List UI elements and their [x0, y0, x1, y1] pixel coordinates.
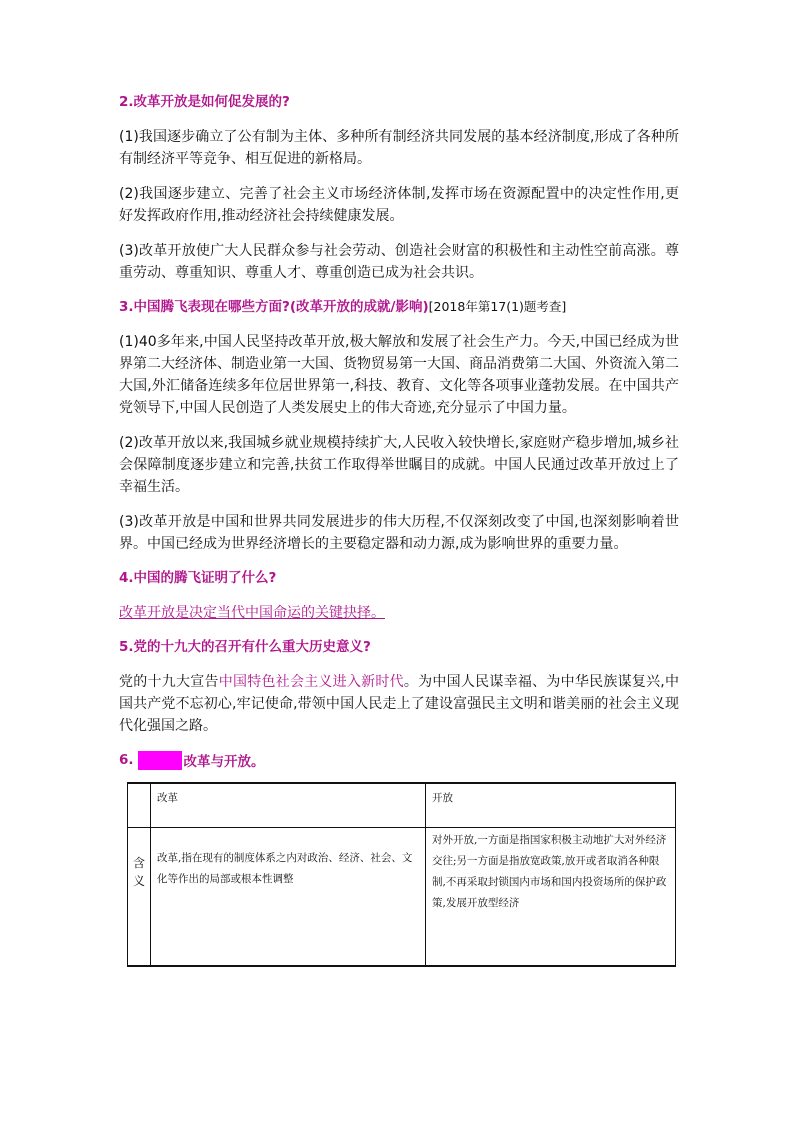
table-header-opening: 开放: [426, 783, 676, 828]
answer-3-1: (1)40多年来,中国人民坚持改革开放,极大解放和发展了社会生产力。今天,中国已经成为世界第二大经济体、制造业第一大国、货物贸易第一大国、商品消费第二大国、外资流入第二大国,外汇储备连续多年位居世界第一,科技、教育、文化等各项事业蓬勃发展。在中国共产党领导下,中国人民创造了人类发展史上的伟大奇迹,充分显示了中国力量。: [119, 334, 679, 416]
question-3-text: 3.中国腾飞表现在哪些方面?(改革开放的成就/影响): [119, 299, 429, 315]
answer-3-3: (3)改革开放是中国和世界共同发展进步的伟大历程,不仅深刻改变了中国,也深刻影响着世界。中国已经成为世界经济增长的主要稳定器和动力源,成为影响世界的重要力量。: [119, 514, 679, 552]
answer-5-highlight: 中国特色社会主义进入新时代: [218, 674, 404, 690]
answer-2-3: (3)改革开放使广大人民群众参与社会劳动、创造社会财富的积极性和主动性空前高涨。尊重劳动、尊重知识、尊重人才、尊重创造已成为社会共识。: [119, 243, 679, 281]
question-3-title: [119, 297, 679, 317]
table-header-empty: [128, 783, 151, 828]
question-2-title: 2.改革开放是如何促发展的?: [119, 94, 290, 110]
answer-5: [119, 671, 679, 737]
fill-in-blank: [138, 751, 182, 770]
table-cell-opening: 对外开放,一方面是指国家积极主动地扩大对外经济交往;另一方面是指放宽政策,放开或者取消各种限制,不再采取封锁国内市场和国内投资场所的保护政策,发展开放型经济: [426, 828, 676, 967]
answer-2-1: (1)我国逐步确立了公有制为主体、多种所有制经济共同发展的基本经济制度,形成了各种所有制经济平等竞争、相互促进的新格局。: [119, 129, 679, 167]
table-header-reform: 改革: [151, 783, 426, 828]
reform-opening-table: [127, 782, 676, 967]
table-row: [128, 828, 676, 967]
document-body: [119, 92, 679, 967]
answer-5-after: 。为中国人民谋幸福、为中华民族谋复兴,中国共产党不忘初心,牢记使命,带领中国人民走上了建设富强民主文明和谐美丽的社会主义现代化强国之路。: [119, 674, 680, 734]
table-header-row: [128, 783, 676, 828]
answer-3-2: (2)改革开放以来,我国城乡就业规模持续扩大,人民收入较快增长,家庭财产稳步增加,城乡社会保障制度逐步建立和完善,扶贫工作取得举世瞩目的成就。中国人民通过改革开放过上了幸福生活。: [119, 435, 679, 495]
answer-4-text: 改革开放是决定当代中国命运的关键抉择。: [119, 605, 385, 621]
exam-reference: [2018年第17(1)题考查]: [428, 299, 567, 314]
table-cell-reform: 改革,指在现有的制度体系之内对政治、经济、社会、文化等作出的局部或根本性调整: [151, 828, 426, 967]
answer-5-before: 党的十九大宣告: [119, 674, 219, 690]
answer-2-2: (2)我国逐步建立、完善了社会主义市场经济体制,发挥市场在资源配置中的决定性作用,更好发挥政府作用,推动经济社会持续健康发展。: [119, 186, 679, 224]
section-6-number: 6.: [119, 752, 134, 768]
table-row-label: 含义: [128, 828, 151, 967]
question-4-title: 4.中国的腾飞证明了什么?: [119, 570, 277, 586]
section-6-title: [119, 750, 679, 770]
answer-4: [119, 602, 679, 624]
section-6-text: 改革与开放。: [183, 754, 265, 770]
question-5-title: 5.党的十九大的召开有什么重大历史意义?: [119, 639, 371, 655]
